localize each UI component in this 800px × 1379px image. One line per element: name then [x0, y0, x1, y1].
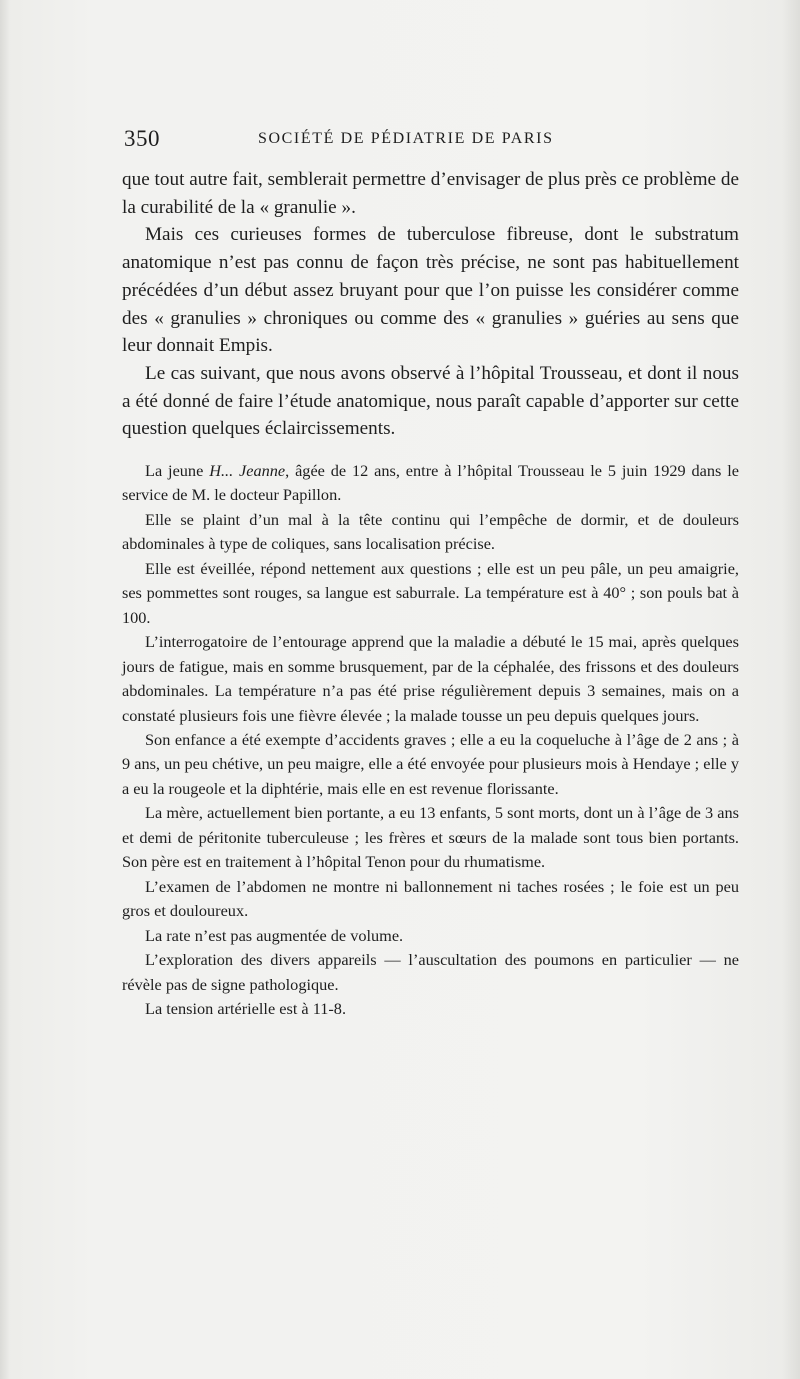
running-title: SOCIÉTÉ DE PÉDIATRIE DE PARIS: [258, 130, 554, 147]
page-body: [122, 166, 739, 1021]
observation-suffix: , âgée de 12 ans, entre à l’hôpital Trousseau le 5 juin 1929 dans le service de M. le docteur Papillon.: [122, 461, 740, 505]
observation-paragraph-2: Elle se plaint d’un mal à la tête continu qui l’empêche de dormir, et de douleurs abdominales à type de coliques, sans localisation précise.: [122, 509, 739, 554]
observation-paragraph-5: Son enfance a été exempte d’accidents graves ; elle a eu la coqueluche à l’âge de 2 ans ; à 9 ans, un peu chétive, un peu maigre, elle a été envoyée pour plusieurs mois à Hendaye ; elle y a eu la rougeole et la diphtérie, mais elle en est revenue florissante.: [122, 730, 739, 798]
observation-paragraph-3: Elle est éveillée, répond nettement aux questions ; elle est un peu pâle, un peu amaigrie, ses pommettes sont rouges, sa langue est saburrale. La température est à 40° ; son pouls bat à 100.: [122, 558, 739, 627]
patient-name: H... Jeanne: [209, 461, 286, 481]
page-header: [124, 124, 738, 154]
observation-paragraph-4: L’interrogatoire de l’entourage apprend que la maladie a débuté le 15 mai, après quelques jours de fatigue, mais en somme brusquement, par de la céphalée, des frissons et des douleurs abdominales. La température n’a pas été prise régulièrement depuis 3 semaines, mais on a constaté plusieurs fois une fièvre élevée ; la malade tousse un peu depuis quelques jours.: [122, 632, 739, 725]
observation-paragraph-1: [122, 459, 739, 508]
main-paragraph-2: Mais ces curieuses formes de tuberculose fibreuse, dont le substratum anatomique n’est pas connu de façon très précise, ne sont pas habituellement précédées d’un début assez bruyant pour que l’on puisse les considérer comme des « granulies » chroniques ou comme des « granulies » guéries au sens que leur donnait Empis.: [122, 224, 739, 357]
observation-paragraph-6: La mère, actuellement bien portante, a eu 13 enfants, 5 sont morts, dont un à l’âge de 3 ans et demi de péritonite tuberculeuse ; les frères et sœurs de la malade sont tous bien portants. Son père est en traitement à l’hôpital Tenon pour du rhumatisme.: [122, 803, 739, 872]
main-discussion-text: [122, 166, 739, 443]
main-paragraph-3: Le cas suivant, que nous avons observé à l’hôpital Trousseau, et dont il nous a été donné de faire l’étude anatomique, nous paraît capable d’apporter sur cette question quelques éclaircissements.: [122, 362, 739, 440]
left-page-shadow: [0, 0, 10, 1379]
observation-paragraph-10: La tension artérielle est à 11-8.: [145, 999, 347, 1018]
observation-paragraph-9: L’exploration des divers appareils — l’auscultation des poumons en particulier — ne révèle pas de signe pathologique.: [122, 950, 739, 994]
right-page-shadow: [782, 0, 800, 1379]
observation-prefix: La jeune: [145, 461, 210, 481]
observation-paragraph-7: L’examen de l’abdomen ne montre ni ballonnement ni taches rosées ; le foie est un peu gros et douloureux.: [122, 876, 739, 921]
case-observation: [122, 459, 739, 1021]
main-paragraph-1: que tout autre fait, semblerait permettre d’envisager de plus près ce problème de la curabilité de la « granulie ».: [122, 169, 739, 218]
page-number: 350: [124, 126, 160, 151]
observation-paragraph-8: La rate n’est pas augmentée de volume.: [145, 925, 404, 945]
